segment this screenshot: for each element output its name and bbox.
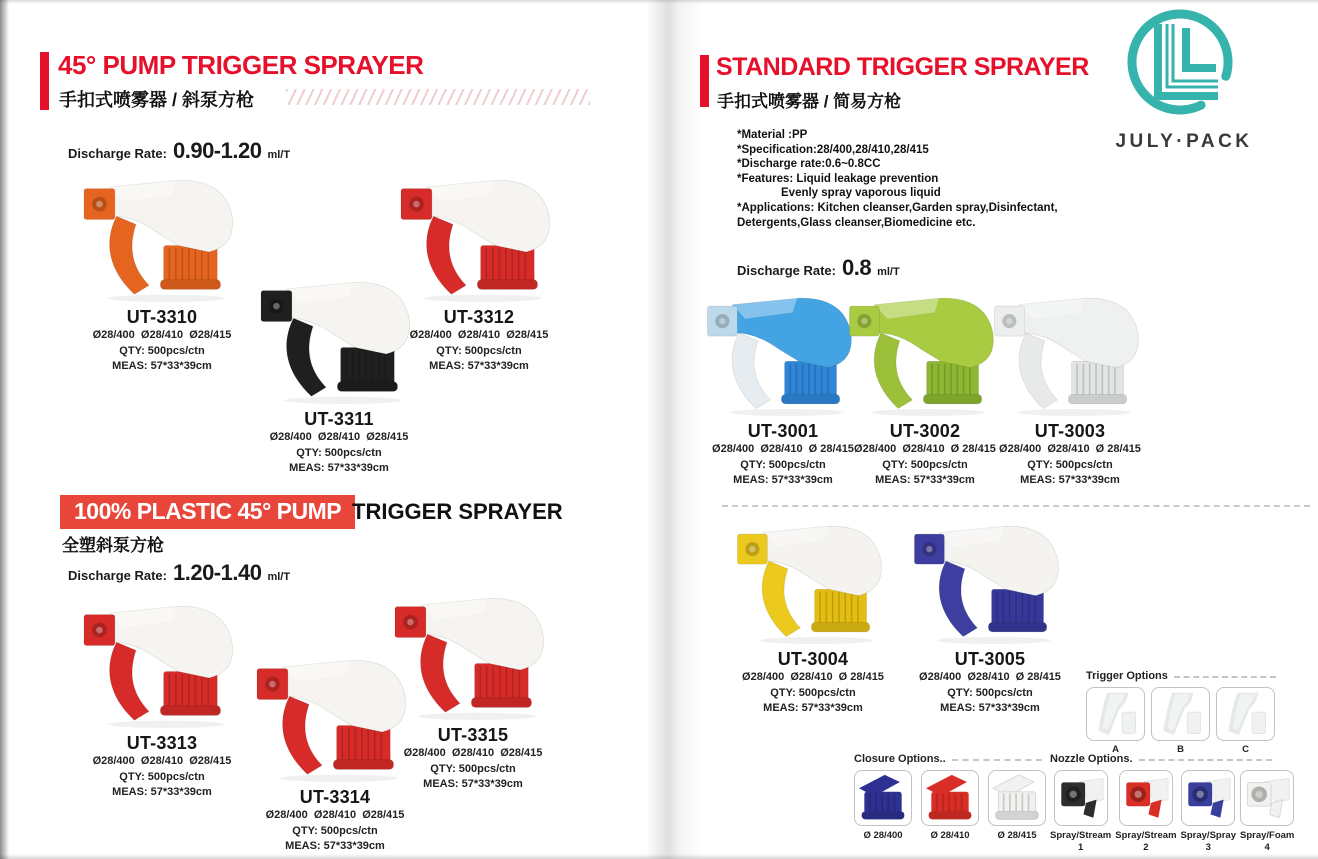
nozzle-option-label bbox=[1240, 830, 1294, 854]
trigger-option-letter: B bbox=[1177, 744, 1184, 755]
trigger-sprayer-image bbox=[843, 292, 1007, 418]
nozzle-option-number: 4 bbox=[1264, 842, 1270, 853]
dashed-separator bbox=[722, 505, 1310, 507]
trigger-variant-image bbox=[1156, 691, 1206, 737]
closure-option bbox=[854, 770, 912, 842]
trigger-option-box bbox=[1151, 687, 1210, 741]
nozzle-option bbox=[1115, 770, 1176, 854]
section1-discharge-rate bbox=[68, 138, 290, 164]
trigger-option-letter: A bbox=[1112, 744, 1119, 755]
product-specs: Ø28/400 Ø28/410 Ø28/415 bbox=[265, 809, 405, 821]
trigger-sprayer-image bbox=[77, 600, 247, 730]
product-meas: MEAS: 57*33*39cm bbox=[423, 778, 523, 790]
closure-option bbox=[921, 770, 979, 842]
closure-option-box bbox=[921, 770, 979, 826]
hatch-decoration bbox=[286, 89, 590, 105]
product-model: UT-3315 bbox=[437, 725, 509, 745]
product-meas: MEAS: 57*33*39cm bbox=[429, 360, 529, 372]
product-specs: Ø28/400 Ø28/410 Ø28/415 bbox=[269, 431, 409, 443]
dash-rule bbox=[1174, 676, 1276, 678]
product-qty: QTY: 500pcs/ctn bbox=[436, 344, 522, 357]
product-meas: MEAS: 57*33*39cm bbox=[733, 474, 833, 486]
discharge-unit: ml/T bbox=[877, 266, 900, 278]
info-line: *Discharge rate:0.6~0.8CC bbox=[737, 158, 881, 171]
trigger-variant-image bbox=[1221, 691, 1271, 737]
product-qty: QTY: 500pcs/ctn bbox=[1027, 458, 1113, 471]
product-specs: Ø28/400 Ø28/410 Ø 28/415 bbox=[999, 443, 1141, 455]
trigger-sprayer-image bbox=[701, 292, 865, 418]
discharge-value: 0.90-1.20 bbox=[172, 138, 262, 163]
trigger-option bbox=[1216, 687, 1275, 755]
nozzle-option bbox=[1181, 770, 1236, 854]
right-accent-bar bbox=[700, 55, 709, 107]
trigger-option-box bbox=[1086, 687, 1145, 741]
product-card bbox=[388, 592, 558, 793]
product-specs: Ø28/400 Ø28/410 Ø 28/415 bbox=[712, 443, 854, 455]
section2-title-highlight: 100% PLASTIC 45° PUMP bbox=[60, 495, 355, 529]
section2-subtitle-chinese: 全塑斜泵方枪 bbox=[62, 536, 164, 555]
nozzle-option-number: 2 bbox=[1143, 842, 1149, 853]
product-specs: Ø28/400 Ø28/410 Ø28/415 bbox=[409, 329, 549, 341]
product-specs: Ø28/400 Ø28/410 Ø28/415 bbox=[92, 329, 232, 341]
nozzle-option-name: Spray/Spray bbox=[1180, 830, 1236, 841]
nozzle-image bbox=[1058, 774, 1104, 822]
nozzle-option-box bbox=[1240, 770, 1294, 826]
product-meas: MEAS: 57*33*39cm bbox=[112, 360, 212, 372]
product-model: UT-3314 bbox=[299, 787, 371, 807]
nozzle-option-label bbox=[1115, 830, 1176, 854]
info-line: Evenly spray vaporous liquid bbox=[781, 187, 941, 200]
product-specs: Ø28/400 Ø28/410 Ø 28/415 bbox=[742, 671, 884, 683]
product-qty: QTY: 500pcs/ctn bbox=[740, 458, 826, 471]
trigger-sprayer-image bbox=[988, 292, 1152, 418]
nozzle-image bbox=[1244, 774, 1290, 822]
product-specs: Ø28/400 Ø28/410 Ø28/415 bbox=[403, 747, 543, 759]
trigger-option bbox=[1086, 687, 1145, 755]
info-line: *Material :PP bbox=[737, 129, 808, 141]
closure-option-label: Ø 28/410 bbox=[930, 830, 970, 841]
trigger-options-panel bbox=[1086, 670, 1276, 755]
product-model: UT-3002 bbox=[889, 421, 961, 441]
product-card bbox=[394, 174, 564, 375]
discharge-unit: ml/T bbox=[267, 149, 291, 161]
julypack-logo-icon bbox=[1114, 4, 1250, 126]
closure-cap-image bbox=[858, 774, 908, 822]
info-line: *Applications: Kitchen cleanser,Garden spray,Disinfectant, bbox=[737, 201, 1058, 214]
product-qty: QTY: 500pcs/ctn bbox=[947, 686, 1033, 699]
page-left-edge-shadow bbox=[0, 0, 9, 859]
closure-options-label: Closure Options.. bbox=[854, 753, 946, 765]
closure-options-panel bbox=[854, 753, 1042, 842]
product-card bbox=[843, 292, 1007, 489]
product-card bbox=[908, 520, 1072, 717]
section1-title: 45° PUMP TRIGGER SPRAYER bbox=[58, 50, 424, 80]
product-qty: QTY: 500pcs/ctn bbox=[882, 458, 968, 471]
product-model: UT-3001 bbox=[747, 421, 819, 441]
product-meas: MEAS: 57*33*39cm bbox=[940, 702, 1040, 714]
page-gutter-shadow bbox=[646, 0, 704, 859]
product-meas: MEAS: 57*33*39cm bbox=[763, 702, 863, 714]
discharge-label: Discharge Rate: bbox=[737, 263, 836, 278]
product-model: UT-3313 bbox=[126, 733, 198, 753]
trigger-sprayer-image bbox=[731, 520, 895, 646]
dash-rule bbox=[1139, 759, 1273, 761]
product-card bbox=[77, 600, 247, 801]
product-qty: QTY: 500pcs/ctn bbox=[296, 446, 382, 459]
product-info-text bbox=[737, 128, 1058, 230]
info-line: Detergents,Glass cleanser,Biomedicine etc. bbox=[737, 216, 976, 229]
product-meas: MEAS: 57*33*39cm bbox=[875, 474, 975, 486]
nozzle-options-panel bbox=[1050, 753, 1295, 854]
nozzle-option-number: 1 bbox=[1077, 842, 1084, 853]
product-specs: Ø28/400 Ø28/410 Ø28/415 bbox=[92, 755, 232, 767]
right-subtitle-chinese: 手扣式喷雾器 / 简易方枪 bbox=[717, 92, 902, 111]
product-qty: QTY: 500pcs/ctn bbox=[119, 344, 205, 357]
discharge-label: Discharge Rate: bbox=[68, 146, 167, 161]
trigger-sprayer-image bbox=[394, 174, 564, 304]
section1-accent-bar bbox=[40, 52, 49, 110]
closure-option bbox=[988, 770, 1046, 842]
trigger-options-label: Trigger Options bbox=[1086, 670, 1168, 682]
trigger-option-letter: C bbox=[1242, 744, 1249, 755]
trigger-variant-image bbox=[1091, 691, 1141, 737]
product-meas: MEAS: 57*33*39cm bbox=[289, 462, 389, 474]
nozzle-option-number: 3 bbox=[1205, 842, 1211, 853]
closure-option-label: Ø 28/400 bbox=[863, 830, 903, 841]
nozzle-option-name: Spray/Stream bbox=[1115, 830, 1177, 841]
nozzle-option-box bbox=[1181, 770, 1235, 826]
nozzle-options-label: Nozzle Options. bbox=[1050, 753, 1133, 765]
closure-cap-image bbox=[925, 774, 975, 822]
right-discharge-rate bbox=[737, 255, 900, 281]
closure-cap-image bbox=[992, 774, 1042, 822]
closure-option-box bbox=[854, 770, 912, 826]
product-qty: QTY: 500pcs/ctn bbox=[119, 770, 205, 783]
product-card bbox=[701, 292, 865, 489]
trigger-sprayer-image bbox=[77, 174, 247, 304]
product-model: UT-3312 bbox=[443, 307, 515, 327]
product-qty: QTY: 500pcs/ctn bbox=[770, 686, 856, 699]
dash-rule bbox=[952, 759, 1042, 761]
discharge-unit: ml/T bbox=[267, 571, 291, 583]
nozzle-option-label bbox=[1181, 830, 1236, 854]
closure-option-box bbox=[988, 770, 1046, 826]
product-qty: QTY: 500pcs/ctn bbox=[430, 762, 516, 775]
section2-discharge-rate bbox=[68, 560, 290, 586]
nozzle-option bbox=[1240, 770, 1294, 854]
trigger-sprayer-image bbox=[388, 592, 558, 722]
nozzle-image bbox=[1123, 774, 1169, 822]
brand-logo bbox=[1114, 4, 1254, 153]
info-line: *Features: Liquid leakage prevention bbox=[737, 172, 939, 185]
nozzle-option-name: Spray/Foam bbox=[1239, 830, 1295, 841]
product-model: UT-3004 bbox=[777, 649, 849, 669]
product-meas: MEAS: 57*33*39cm bbox=[285, 840, 385, 852]
product-card bbox=[731, 520, 895, 717]
discharge-value: 1.20-1.40 bbox=[172, 560, 262, 585]
closure-option-label: Ø 28/415 bbox=[997, 830, 1037, 841]
nozzle-option-box bbox=[1119, 770, 1173, 826]
product-model: UT-3310 bbox=[126, 307, 198, 327]
nozzle-option-label bbox=[1050, 830, 1111, 854]
section1-subtitle-chinese: 手扣式喷雾器 / 斜泵方枪 bbox=[59, 90, 255, 110]
trigger-option-box bbox=[1216, 687, 1275, 741]
right-title: STANDARD TRIGGER SPRAYER bbox=[716, 53, 1089, 81]
product-specs: Ø28/400 Ø28/410 Ø 28/415 bbox=[854, 443, 996, 455]
product-specs: Ø28/400 Ø28/410 Ø 28/415 bbox=[919, 671, 1061, 683]
discharge-value: 0.8 bbox=[841, 255, 872, 280]
trigger-sprayer-image bbox=[908, 520, 1072, 646]
product-model: UT-3005 bbox=[954, 649, 1026, 669]
nozzle-image bbox=[1185, 774, 1231, 822]
nozzle-option-box bbox=[1054, 770, 1108, 826]
nozzle-option-name: Spray/Stream bbox=[1050, 830, 1112, 841]
product-meas: MEAS: 57*33*39cm bbox=[1020, 474, 1120, 486]
trigger-option bbox=[1151, 687, 1210, 755]
section2-title-rest: TRIGGER SPRAYER bbox=[352, 499, 563, 524]
nozzle-option bbox=[1050, 770, 1111, 854]
product-card bbox=[988, 292, 1152, 489]
product-model: UT-3311 bbox=[304, 409, 374, 429]
product-card bbox=[77, 174, 247, 375]
product-meas: MEAS: 57*33*39cm bbox=[112, 786, 212, 798]
discharge-label: Discharge Rate: bbox=[68, 568, 167, 583]
product-model: UT-3003 bbox=[1034, 421, 1106, 441]
product-qty: QTY: 500pcs/ctn bbox=[292, 824, 378, 837]
info-line: *Specification:28/400,28/410,28/415 bbox=[737, 143, 929, 156]
brand-logo-text: JULY·PACK bbox=[1115, 131, 1253, 152]
